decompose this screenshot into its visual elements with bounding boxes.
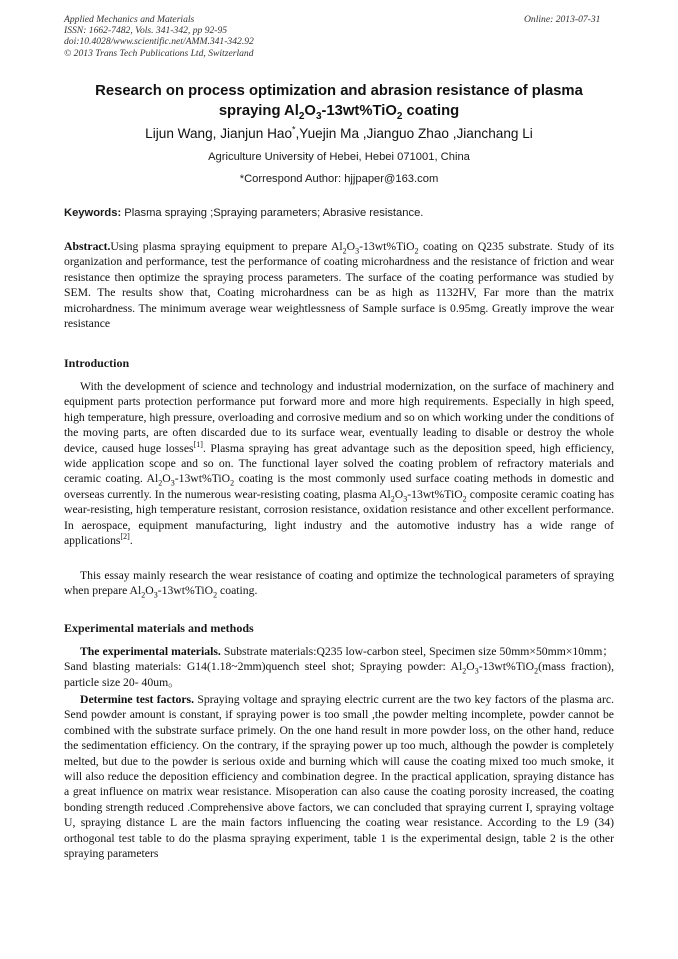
keywords-label: Keywords: (64, 207, 122, 219)
online-date: Online: 2013-07-31 (524, 14, 601, 25)
corresponding-mark: * (292, 124, 296, 135)
title-line-2: spraying $Al_2O_3-13wt\%TiO_2$ coating (218, 103, 460, 122)
author-list: Lijun Wang, Jianjun Hao*,Yuejin Ma ,Jianguo Zhao ,Jianchang Li (145, 124, 533, 141)
test-factors-lead: Determine test factors. (80, 693, 195, 706)
citation-2: [2] (120, 532, 130, 542)
affiliation: Agriculture University of Hebei, Hebei 071001, China (208, 151, 470, 163)
introduction-paragraph-2: This essay mainly research the wear resistance of coating and optimize the technological parameters of spraying when prepare $Al_2O_3-13wt\%TiO_2$ coating. (64, 569, 614, 600)
test-factors-paragraph: Determine test factors. Spraying voltage and spraying electric current are the two key factors of the plasma arc. Send powder amount is constant, if spraying power is too small ,the powder melting incomplete, powder cannot be combined with the substrate surface primely. On the one hand result in more powder loss, on the other hand, reduce the sedimentation efficiency. On the contrary, if the spraying power up too much, although the powder is completely melted, but due to the powder is serious oxide and burning which will cause the coating mixed too much smoke, it will also reduce the deposition efficiency and combination degree. In the practical application, spraying distance has a great influence on matrix wear resistance. Misoperation can also cause the coating porosity increased, the coating bonding strength reduced .Comprehensive above factors, we can concluded that spraying current I, spraying voltage U, spraying distance L are the main factors influencing the coating wear resistance. According to the L9 (34) orthogonal test table to do the plasma spraying experiment, table 1 is the experimental design, table 2 is the other spraying parameters (64, 693, 614, 861)
title-line-1: Research on process optimization and abrasion resistance of plasma (95, 83, 583, 99)
methods-heading: Experimental materials and methods (64, 621, 254, 635)
journal-name: Applied Mechanics and Materials (64, 14, 195, 25)
introduction-heading: Introduction (64, 356, 130, 370)
corresponding-author: *Correspond Author: hjjpaper@163.com (239, 173, 439, 185)
materials-paragraph: The experimental materials. Substrate materials:Q235 low-carbon steel, Specimen size 50mm×50mm×10mm；Sand blasting materials: G14(1.18~2mm)quench steel shot; Spraying powder: $Al_2O_3-13wt\%TiO_2(mass$ fraction), particle size 20- 40um。 (64, 645, 614, 689)
journal-header (64, 14, 254, 59)
keywords-text: Plasma spraying ;Spraying parameters; Abrasive resistance. (121, 207, 424, 219)
abstract-label: Abstract. (64, 240, 111, 253)
citation-1: [1] (193, 439, 203, 449)
abstract: Abstract.Using plasma spraying equipment to prepare $Al_2O_3-13wt\%TiO_2$ coating on Q235 substrate. Study of its organization and performance, test the performance of coating microhardness and the resistance of friction and wear resistance then optimize the spraying process parameters. The surface of the coating performance was studied by SEM. The results show that, Coating microhardness can be as high as 1132HV, Far more than the matrix microhardness. The minimum average wear weightlessness of Sample surface is 0.95mg. Greatly improve the wear resistance (64, 240, 614, 331)
paper-title (64, 81, 614, 121)
copyright-line: © 2013 Trans Tech Publications Ltd, Switzerland (64, 47, 254, 59)
issn-line: ISSN: 1662-7482, Vols. 341-342, pp 92-95 (64, 25, 228, 37)
introduction-paragraph-1: With the development of science and technology and industrial modernization, on the surface of machinery and equipment parts protection performance put forward more and more high requirements. Especially in high speed, high temperature, high pressure, overloading and corrosive medium and so on which working under the conditions of the moving parts, are often discarded due to its surface wear, eventually leading to disable or destroy the whole device, caused huge losses[1]. Plasma spraying has great advantage such as the deposition speed, high efficiency, wide application scope and so on. The functional layer solved the coating problem of refractory materials and ceramic coating. $Al_2O_3-13wt\%TiO_2$ coating is the most commonly used surface coating methods in domestic and overseas currently. In the numerous wear-resisting coating, plasma $Al_2O_3-13wt\%TiO_2$ composite ceramic coating has wear-resisting, high temperature resistant, corrosion resistance, oxidation resistance and other excellent performance. In aerospace, equipment manufacturing, light industry and the automotive industry has a wide range of applications[2]. (64, 380, 615, 548)
keywords (64, 206, 423, 220)
doi-line: doi:10.4028/www.scientific.net/AMM.341-342.92 (64, 36, 254, 48)
materials-lead: The experimental materials. (80, 645, 221, 658)
